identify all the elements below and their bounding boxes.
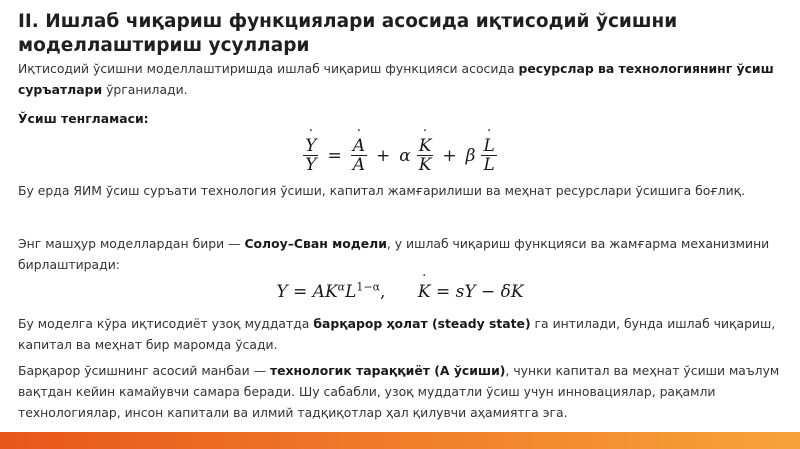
lhs-numerator: ˙ Y [305, 137, 316, 155]
solow-exp-alpha: α [337, 280, 346, 293]
equals-sign: = [327, 145, 342, 166]
tech-progress-paragraph [18, 360, 790, 423]
labor-numerator: ˙ L [483, 137, 494, 155]
bottom-accent-bar [0, 432, 800, 449]
plus-sign: + [375, 145, 391, 166]
capital-accumulation-rhs: = sY − δK [436, 281, 524, 302]
growth-equation-label: Ўсиш тенгламаси: [18, 111, 149, 126]
plus-sign: + [442, 145, 457, 166]
capital-denominator: K [418, 155, 432, 175]
intro-text-before: Иқтисодий ўсишни моделлаштиришда ишлаб чиқариш функцияси асосида [18, 61, 519, 76]
solow-bold: Солоу–Сван модели [244, 236, 387, 251]
intro-paragraph [18, 58, 790, 100]
solow-separator: , [380, 281, 386, 302]
tech-fraction [351, 137, 367, 174]
steady-text-before: Бу моделга кўра иқтисодиёт узоқ муддатда [18, 316, 314, 331]
solow-text-before: Энг машҳур моделлардан бири — [18, 236, 245, 251]
steady-text-after: га интилади, бунда ишлаб чиқариш, капитал ва меҳнат бир маромда ўсади. [18, 316, 776, 352]
lhs-fraction [303, 137, 318, 174]
tech-text-after: , чунки капитал ва меҳнат ўсиши маълум вақтдан кейин камайувчи самара беради. Шу сабабли, узоқ муддатли ўсиш учун инновациялар, рақамли технологиялар, инсон капитали ва илмий тадқиқотлар ҳал қилувчи аҳамиятга эга. [18, 363, 780, 420]
labor-denominator: L [483, 155, 495, 175]
solow-text-after: , у ишлаб чиқариш функцияси ва жамғарма механизмини бирлаштиради: [18, 236, 770, 272]
tech-text-before: Барқарор ўсишнинг асосий манбаи — [18, 363, 270, 378]
intro-bold: ресурслар ва технологиянинг ўсиш суръатлари [18, 61, 774, 97]
solow-paragraph [18, 233, 790, 275]
steady-bold: барқарор ҳолат (steady state) [313, 316, 531, 331]
lhs-denominator: Y [305, 155, 317, 175]
explanation-paragraph: Бу ерда ЯИМ ўсиш суръати технология ўсиши, капитал жамғарилиши ва меҳнат ресурслари ўсишига боғлиқ. [18, 183, 746, 198]
tech-bold: технологик тараққиёт (A ўсиши) [269, 363, 506, 378]
solow-production-base: Y = AK [276, 281, 338, 302]
intro-text-after: ўрганилади. [102, 82, 188, 97]
steady-state-paragraph [18, 313, 790, 355]
beta-symbol: β [465, 145, 476, 166]
solow-equation [0, 280, 800, 302]
tech-numerator: ˙ A [353, 137, 365, 155]
solow-labor: L [345, 281, 357, 302]
capital-numerator: ˙ K [419, 137, 432, 155]
labor-fraction [481, 137, 496, 174]
page-title: II. Ишлаб чиқариш функциялари асосида иқтисодий ўсишни моделлаштириш усуллари [18, 11, 678, 56]
alpha-symbol: α [399, 145, 411, 166]
solow-exp-labor: 1−α [356, 280, 381, 293]
capital-fraction [417, 137, 434, 174]
tech-denominator: A [352, 155, 365, 175]
growth-equation [0, 136, 800, 174]
capital-change: ˙ K [418, 282, 431, 302]
